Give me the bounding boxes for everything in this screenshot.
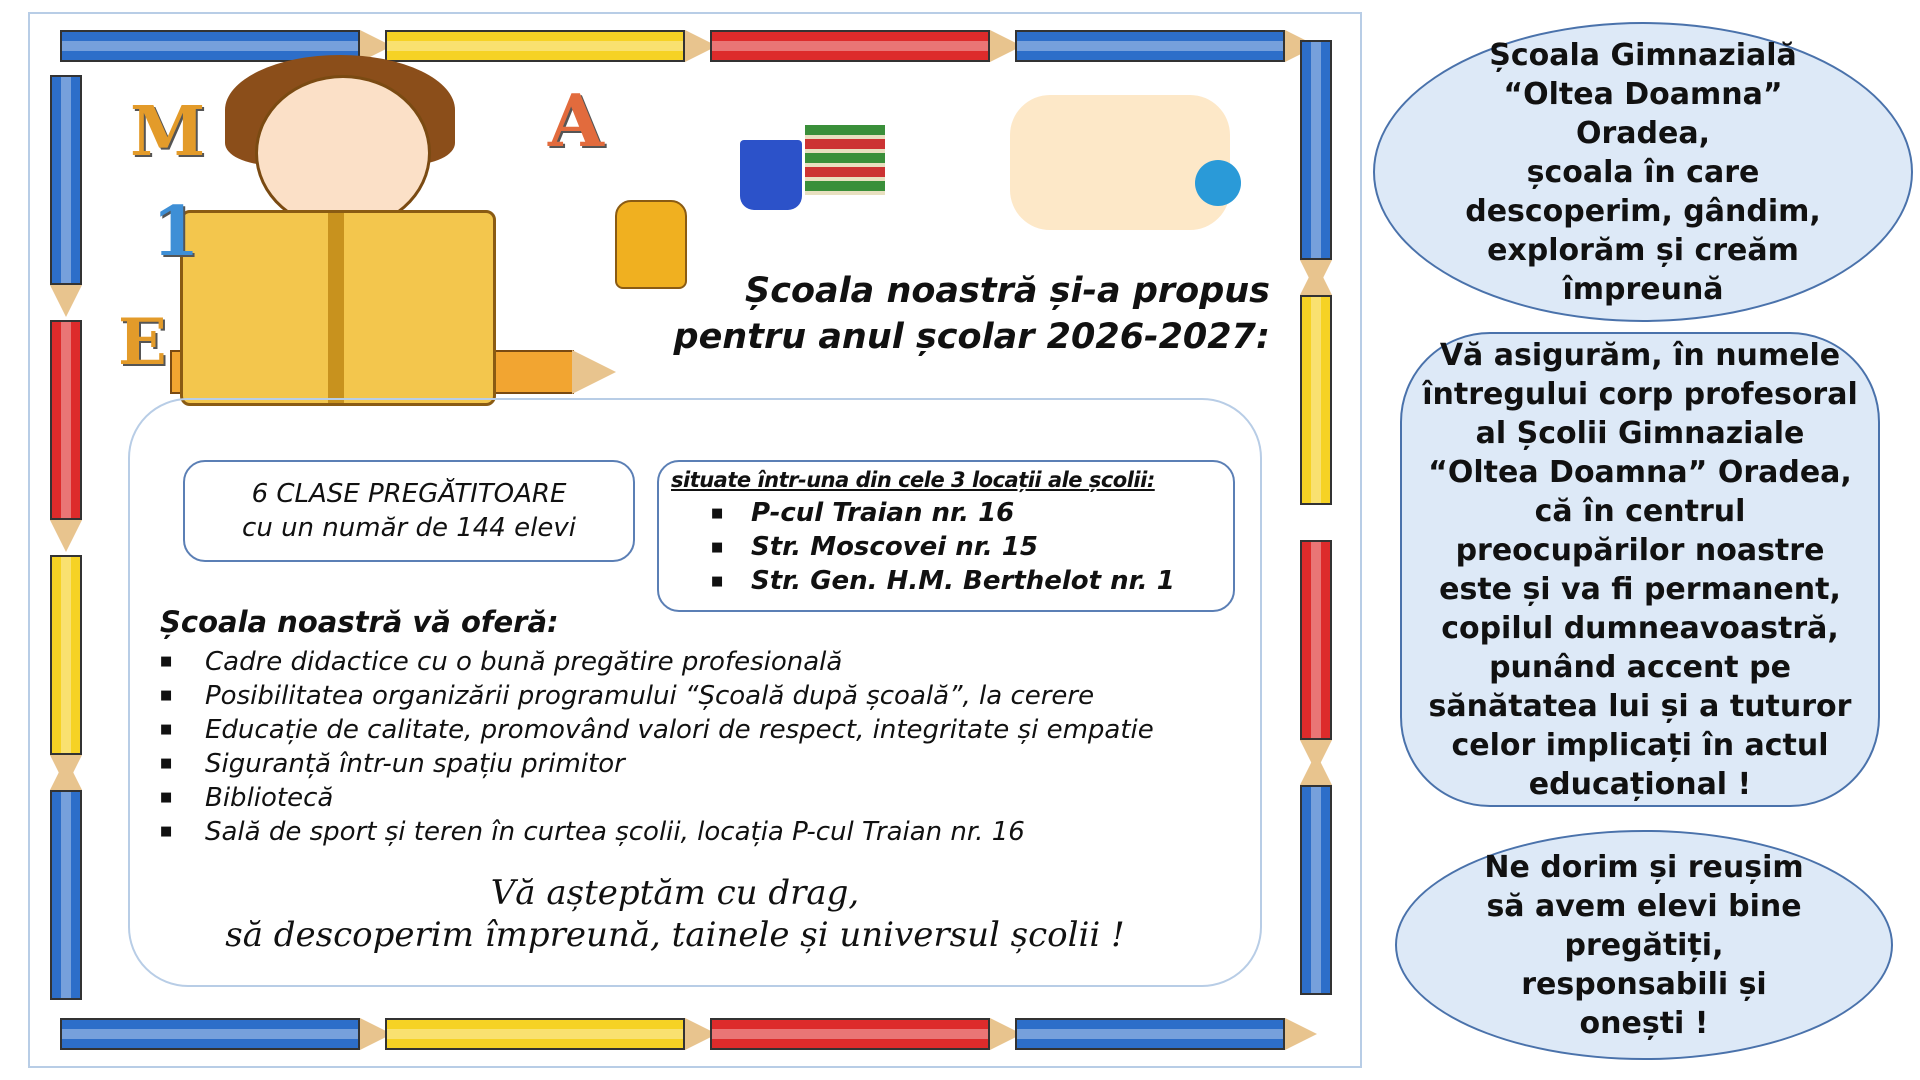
location-item: ■ P-cul Traian nr. 16	[751, 496, 1221, 530]
bubble-line: “Oltea Doamna”	[1503, 76, 1783, 112]
bubble-line: onești !	[1579, 1005, 1709, 1041]
locations-callout	[657, 460, 1235, 612]
frame-pencil-right-3	[1300, 540, 1332, 740]
frame-pencil-left-2	[50, 320, 82, 520]
decor-letter-1: 1	[152, 192, 200, 272]
heading-line-2: pentru anul școlar 2026-2027:	[673, 317, 1270, 357]
open-book-illustration	[180, 210, 496, 406]
bubble-line: al Școlii Gimnaziale	[1475, 415, 1805, 451]
frame-pencil-bottom-4	[1015, 1018, 1285, 1050]
decor-letter-m: M	[130, 92, 206, 172]
frame-pencil-left-3	[50, 555, 82, 755]
offer-item: ■ Bibliotecă	[160, 781, 1154, 815]
poster-heading	[600, 268, 1270, 360]
bubble-line: este și va fi permanent,	[1439, 571, 1841, 607]
bubble-line: educațional !	[1528, 766, 1752, 802]
classes-line-1: 6 CLASE PREGĂTITOARE	[251, 479, 567, 509]
frame-pencil-top-3	[710, 30, 990, 62]
locations-title: situate într-una din cele 3 locații ale școlii:	[671, 468, 1155, 492]
bubble-line: împreună	[1562, 271, 1724, 307]
bubble-line: punând accent pe	[1489, 649, 1791, 685]
bubble-line: Ne dorim și reușim	[1484, 849, 1804, 885]
frame-pencil-right-4	[1300, 785, 1332, 995]
bubble-line: Oradea,	[1575, 115, 1710, 151]
offer-item: ■ Siguranță într-un spațiu primitor	[160, 747, 1154, 781]
book-stack-illustration	[805, 125, 885, 195]
frame-pencil-top-4	[1015, 30, 1285, 62]
bubble-line: responsabili și	[1521, 966, 1767, 1002]
location-item: ■ Str. Moscovei nr. 15	[751, 530, 1221, 564]
frame-pencil-right-1	[1300, 40, 1332, 260]
bubble-line: “Oltea Doamna” Oradea,	[1428, 454, 1852, 490]
globe-illustration	[1195, 160, 1241, 206]
closing-message	[150, 872, 1200, 956]
frame-pencil-bottom-3	[710, 1018, 990, 1050]
frame-pencil-left-4	[50, 790, 82, 1000]
bubble-line: explorăm și creăm	[1487, 232, 1799, 268]
bubble-line: pregătiți,	[1564, 927, 1724, 963]
bubble-line: să avem elevi bine	[1486, 888, 1802, 924]
bubble-line: celor implicați în actul	[1451, 727, 1829, 763]
frame-pencil-right-2	[1300, 295, 1332, 505]
location-item: ■ Str. Gen. H.M. Berthelot nr. 1	[751, 564, 1221, 598]
bubble-line: că în centrul	[1534, 493, 1746, 529]
frame-pencil-bottom-2	[385, 1018, 685, 1050]
decor-letter-a: A	[548, 78, 604, 163]
offer-item: ■ Sală de sport și teren în curtea școlii, locația P-cul Traian nr. 16	[160, 815, 1154, 849]
bubble-line: Școala Gimnazială	[1489, 37, 1797, 73]
classes-callout	[183, 460, 635, 562]
bubble-line: descoperim, gândim,	[1465, 193, 1821, 229]
frame-pencil-left-1	[50, 75, 82, 285]
locations-list	[671, 496, 1221, 598]
bubble-line: sănătatea lui și a tuturor	[1428, 688, 1852, 724]
frame-pencil-bottom-1	[60, 1018, 360, 1050]
decor-letter-e: E	[118, 305, 167, 380]
offers-title: Școala noastră vă oferă:	[160, 605, 559, 639]
school-motto-bubble	[1373, 22, 1913, 322]
bubble-line: preocupărilor noastre	[1455, 532, 1825, 568]
closing-line-2: să descoperim împreună, tainele și universul școlii !	[225, 915, 1125, 955]
closing-line-1: Vă așteptăm cu drag,	[490, 873, 860, 913]
commitment-bubble	[1400, 332, 1880, 807]
heading-line-1: Școala noastră și-a propus	[745, 271, 1270, 311]
children-reading-illustration	[1010, 95, 1230, 230]
classes-line-2: cu un număr de 144 elevi	[242, 513, 576, 543]
bubble-line: Vă asigurăm, în numele	[1439, 337, 1841, 373]
offer-item: ■ Educație de calitate, promovând valori de respect, integritate și empatie	[160, 713, 1154, 747]
offers-list	[160, 645, 1154, 849]
pencil-cup-illustration	[740, 140, 802, 210]
reading-girl-illustration	[255, 75, 431, 231]
frame-pencil-top-2	[385, 30, 685, 62]
bubble-line: întregului corp profesoral	[1422, 376, 1858, 412]
bubble-line: copilul dumneavoastră,	[1441, 610, 1839, 646]
offer-item: ■ Posibilitatea organizării programului “Școală după școală”, la cerere	[160, 679, 1154, 713]
goals-bubble	[1395, 830, 1893, 1060]
offer-item: ■ Cadre didactice cu o bună pregătire profesională	[160, 645, 1154, 679]
bubble-line: școala în care	[1526, 154, 1760, 190]
